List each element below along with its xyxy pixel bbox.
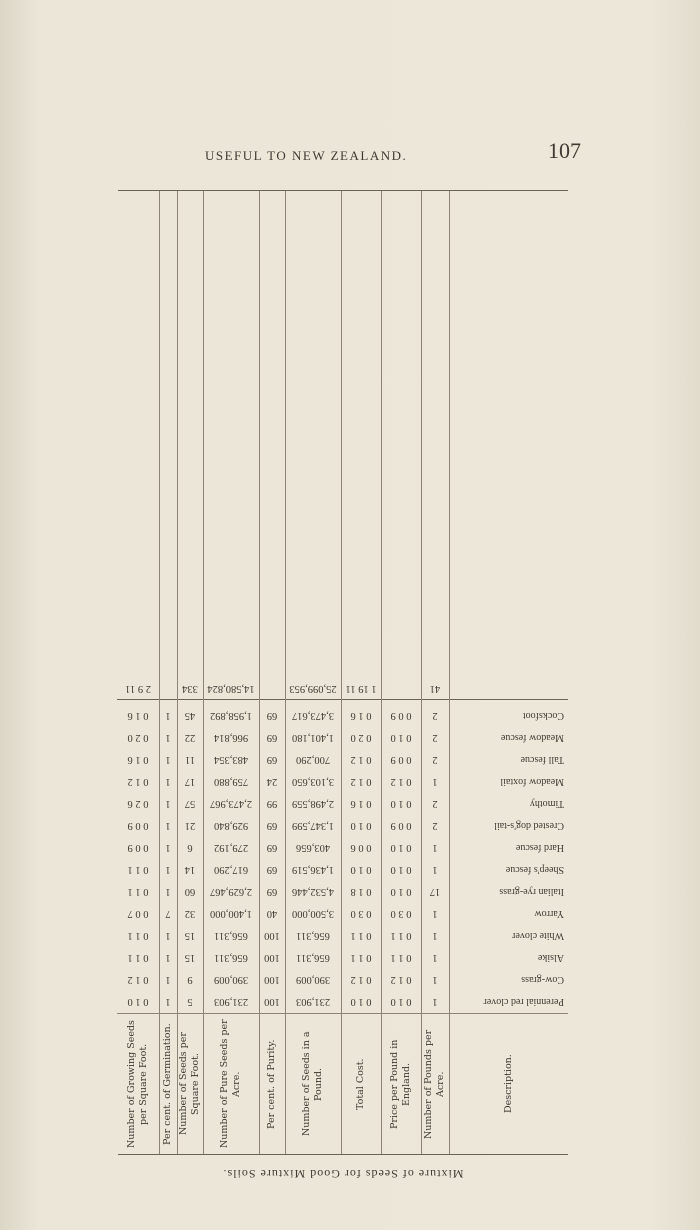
table-cell: Cocksfoot <box>522 710 564 721</box>
table-cell: 0 1 0 <box>390 886 412 897</box>
table-cell: 0 1 1 <box>127 864 149 875</box>
table-cell: 1,347,599 <box>292 820 334 831</box>
table-cell: 1 <box>165 820 171 831</box>
table-cell: 0 0 9 <box>390 820 412 831</box>
table-cell: 1 <box>165 952 171 963</box>
table-cell: 656,311 <box>214 930 248 941</box>
table-cell: 1,400,000 <box>210 908 252 919</box>
table-cell: 0 1 1 <box>390 952 412 963</box>
table-cell: Meadow foxtail <box>500 776 564 787</box>
table-cell: 3,103,650 <box>292 776 334 787</box>
table-cell: 617,290 <box>213 864 249 875</box>
table-cell: 99 <box>266 798 278 809</box>
column-values <box>159 191 177 1012</box>
table-cell: 483,354 <box>213 754 249 765</box>
table-cell: 22 <box>184 732 196 743</box>
column-values <box>381 191 421 1012</box>
table-cell: 0 1 2 <box>390 776 412 787</box>
column-header: Number of Growing Seeds per Square Foot. <box>117 1013 159 1154</box>
table-cell: 0 1 1 <box>127 930 149 941</box>
table-cell: Perennial red clover <box>483 996 564 1007</box>
column-header: Number of Seeds in a Pound. <box>285 1013 341 1154</box>
table-cell: 11 <box>184 754 196 765</box>
total-cell: 41 <box>421 677 449 700</box>
table-cell: 100 <box>264 952 280 963</box>
column-header: Number of Pure Seeds per Acre. <box>203 1013 259 1154</box>
table-cell: 69 <box>266 732 278 743</box>
total-cell <box>259 677 285 700</box>
table-cell: 656,311 <box>296 952 330 963</box>
table-cell: 21 <box>184 820 196 831</box>
column-values <box>203 191 259 1012</box>
table-cell: 2 <box>432 798 438 809</box>
table-cell: Meadow fescue <box>500 732 564 743</box>
total-cell <box>159 677 177 700</box>
table-cell: 0 0 9 <box>390 710 412 721</box>
total-cell <box>450 677 568 700</box>
table-cell: 0 1 0 <box>350 820 372 831</box>
table-cell: 0 1 8 <box>350 886 372 897</box>
table-cell: 0 1 0 <box>390 864 412 875</box>
table-cell: 0 1 0 <box>390 996 412 1007</box>
table-cell: 32 <box>184 908 196 919</box>
total-cell: 1 19 11 <box>341 677 381 700</box>
table-cell: 1 <box>165 776 171 787</box>
table-cell: 1 <box>165 886 171 897</box>
table-cell: 15 <box>184 930 196 941</box>
table-cell: 0 1 6 <box>350 710 372 721</box>
table-cell: 403,656 <box>295 842 331 853</box>
table-cell: 69 <box>266 842 278 853</box>
table-cell: 15 <box>184 952 196 963</box>
table-cell: 0 2 0 <box>127 732 149 743</box>
table-cell: 69 <box>266 820 278 831</box>
table-cell: 0 1 2 <box>350 974 372 985</box>
table-cell: 0 1 2 <box>127 974 149 985</box>
table-cell: 1 <box>432 974 438 985</box>
table-cell: 17 <box>429 886 441 897</box>
table-cell: 2 <box>432 820 438 831</box>
table-cell: 17 <box>184 776 196 787</box>
table-cell: 0 1 1 <box>127 952 149 963</box>
table-cell: 390,009 <box>295 974 331 985</box>
table-cell: 231,903 <box>213 996 249 1007</box>
page-number: 107 <box>548 138 581 163</box>
table-cell: 0 0 9 <box>127 842 149 853</box>
total-cell: 25,099,953 <box>285 677 341 700</box>
table-cell: 1 <box>165 842 171 853</box>
table-cell: 1 <box>165 864 171 875</box>
table-cell: 0 0 9 <box>127 820 149 831</box>
table-cell: 9 <box>187 974 193 985</box>
table-cell: 1 <box>165 974 171 985</box>
table-cell: 6 <box>187 842 193 853</box>
table-cell: Tall fescue <box>520 754 564 765</box>
table-cell: 2,629,467 <box>210 886 252 897</box>
column-pure-seeds <box>203 191 260 1154</box>
total-cell <box>381 677 421 700</box>
seed-mixture-table <box>118 190 568 1155</box>
table-cell: 69 <box>266 710 278 721</box>
table-cell: 0 2 6 <box>127 798 149 809</box>
column-germination <box>159 191 178 1154</box>
table-cell: 57 <box>184 798 196 809</box>
table-cell: 1 <box>165 996 171 1007</box>
table-cell: Yarrow <box>534 908 564 919</box>
table-cell: 1,401,180 <box>292 732 334 743</box>
table-cell: 0 1 0 <box>350 996 372 1007</box>
table-cell: 100 <box>264 974 280 985</box>
table-cell: 5 <box>187 996 193 1007</box>
column-header: Description. <box>450 1013 568 1154</box>
table-cell: 759,880 <box>213 776 249 787</box>
column-values <box>285 191 341 1012</box>
table-cell: 1 <box>165 710 171 721</box>
table-cell: 40 <box>266 908 278 919</box>
table-cell: 0 1 0 <box>390 732 412 743</box>
table-cell: 1 <box>432 842 438 853</box>
table-cell: Hard fescue <box>515 842 564 853</box>
table-cell: 69 <box>266 886 278 897</box>
table-cell: 1,436,519 <box>292 864 334 875</box>
column-values <box>259 191 285 1012</box>
table-cell: 0 1 2 <box>390 974 412 985</box>
table-cell: 45 <box>184 710 196 721</box>
table-cell: 100 <box>264 930 280 941</box>
column-description <box>450 191 568 1154</box>
table-cell: 24 <box>266 776 278 787</box>
table-cell: Cow-grass <box>521 974 564 985</box>
table-cell: 1,958,892 <box>210 710 252 721</box>
table-cell: 0 1 1 <box>350 952 372 963</box>
table-cell: 1 <box>432 996 438 1007</box>
total-cell: 334 <box>177 677 203 700</box>
total-cell: 2 9 11 <box>117 677 159 700</box>
table-cell: 0 1 0 <box>390 842 412 853</box>
table-cell: Timothy <box>529 798 564 809</box>
total-cell: 14,580,824 <box>203 677 259 700</box>
table-cell: 0 1 0 <box>127 996 149 1007</box>
column-growing-seeds <box>117 191 160 1154</box>
column-header: Total Cost. <box>341 1013 381 1154</box>
table-cell: Italian rye-grass <box>499 886 564 897</box>
table-cell: 69 <box>266 864 278 875</box>
table-cell: 0 0 6 <box>350 842 372 853</box>
column-seeds-per-lb <box>285 191 342 1154</box>
rotated-table-block <box>118 186 568 1181</box>
table-cell: 1 <box>165 930 171 941</box>
table-cell: 69 <box>266 754 278 765</box>
table-cell: 0 1 6 <box>127 754 149 765</box>
table-cell: 2 <box>432 710 438 721</box>
column-values <box>421 191 449 1012</box>
table-cell: Alsike <box>537 952 564 963</box>
column-header: Number of Seeds per Square Foot. <box>177 1013 203 1154</box>
column-total-cost <box>341 191 382 1154</box>
table-cell: 0 1 1 <box>350 930 372 941</box>
column-purity <box>259 191 286 1154</box>
table-cell: 3,473,617 <box>292 710 334 721</box>
table-cell: 1 <box>432 908 438 919</box>
table-cell: 1 <box>432 864 438 875</box>
table-cell: 0 1 0 <box>350 864 372 875</box>
table-cell: 929,840 <box>213 820 249 831</box>
table-cell: 2 <box>432 732 438 743</box>
column-price-per-lb <box>381 191 422 1154</box>
table-cell: 0 1 6 <box>127 710 149 721</box>
table-cell: 2 <box>432 754 438 765</box>
column-header: Number of Pounds per Acre. <box>421 1013 449 1154</box>
table-cell: 0 1 6 <box>350 798 372 809</box>
column-lbs-per-acre <box>421 191 450 1154</box>
column-values <box>177 191 203 1012</box>
table-cell: White clover <box>512 930 564 941</box>
table-cell: 231,903 <box>295 996 331 1007</box>
table-cell: 0 0 7 <box>127 908 149 919</box>
table-cell: 1 <box>432 930 438 941</box>
table-cell: 2,473,967 <box>210 798 252 809</box>
table-cell: 0 0 9 <box>390 754 412 765</box>
column-seeds-per-sqft <box>177 191 204 1154</box>
table-cell: 656,311 <box>296 930 330 941</box>
table-cell: Sheep's fescue <box>505 864 564 875</box>
table-cell: Crested dog's-tail <box>494 820 564 831</box>
column-header: Per cent. of Germination. <box>159 1013 177 1154</box>
table-cell: 0 2 0 <box>350 732 372 743</box>
table-cell: 0 3 0 <box>390 908 412 919</box>
table-cell: 60 <box>184 886 196 897</box>
column-values <box>450 191 568 1012</box>
table-cell: 656,311 <box>214 952 248 963</box>
table-cell: 0 1 1 <box>390 930 412 941</box>
table-cell: 700,290 <box>295 754 331 765</box>
table-cell: 0 1 2 <box>127 776 149 787</box>
table-cell: 0 3 0 <box>350 908 372 919</box>
table-cell: 100 <box>264 996 280 1007</box>
table-cell: 1 <box>165 732 171 743</box>
table-cell: 1 <box>165 798 171 809</box>
table-cell: 7 <box>165 908 171 919</box>
column-values <box>117 191 159 1012</box>
table-cell: 966,814 <box>213 732 249 743</box>
table-cell: 390,009 <box>213 974 249 985</box>
table-cell: 2,498,559 <box>292 798 334 809</box>
table-cell: 0 1 0 <box>390 798 412 809</box>
table-cell: 1 <box>432 952 438 963</box>
column-values <box>341 191 381 1012</box>
running-head: USEFUL TO NEW ZEALAND. <box>205 148 408 163</box>
table-cell: 3,500,000 <box>292 908 334 919</box>
column-header: Per cent. of Purity. <box>259 1013 285 1154</box>
column-header: Price per Pound in England. <box>381 1013 421 1154</box>
table-cell: 4,532,446 <box>292 886 334 897</box>
table-cell: 0 1 2 <box>350 754 372 765</box>
table-cell: 0 1 1 <box>127 886 149 897</box>
table-cell: 1 <box>432 776 438 787</box>
table-cell: 0 1 2 <box>350 776 372 787</box>
table-cell: 279,192 <box>213 842 249 853</box>
table-caption: Mixture of Seeds for Good Mixture Soils. <box>222 1167 464 1181</box>
table-cell: 14 <box>184 864 196 875</box>
table-cell: 1 <box>165 754 171 765</box>
